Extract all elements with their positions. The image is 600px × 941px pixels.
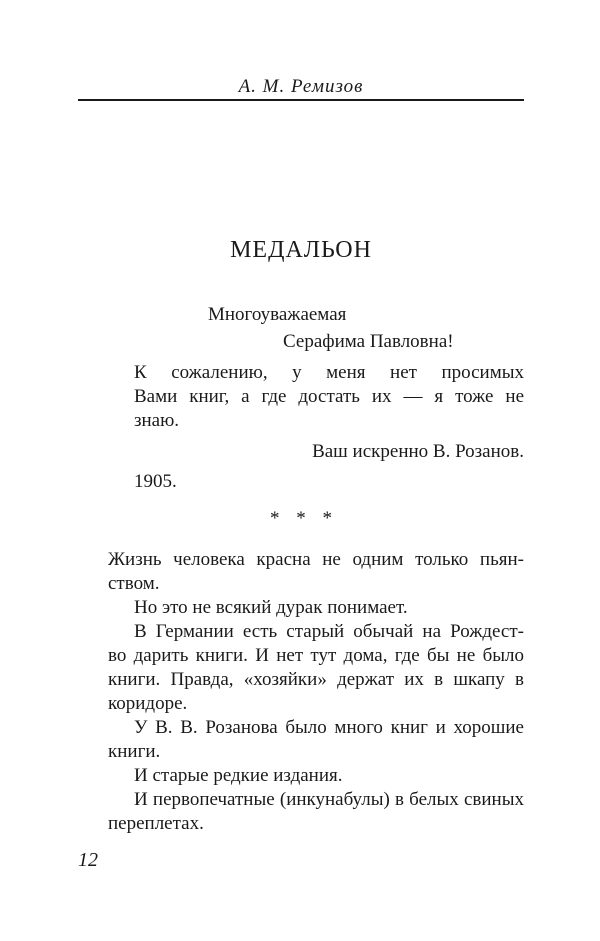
text-line: переплетах. bbox=[108, 813, 204, 834]
text-line: коридоре. bbox=[108, 693, 188, 714]
letter-body-line: знаю. bbox=[134, 410, 180, 431]
letter-salutation-line2: Серафима Павловна! bbox=[283, 331, 454, 352]
running-head: А. М. Ремизов bbox=[238, 76, 364, 97]
text-line: Жизнь человека красна не одним только пьян- bbox=[108, 549, 524, 570]
letter-year: 1905. bbox=[134, 471, 177, 492]
letter-signature: Ваш искренно В. Розанов. bbox=[312, 441, 524, 462]
page-number: 12 bbox=[78, 849, 98, 871]
section-separator: * * * bbox=[270, 508, 332, 529]
text-line: В Германии есть старый обычай на Рождест- bbox=[134, 621, 524, 642]
text-line: Но это не всякий дурак понимает. bbox=[134, 597, 408, 618]
header-rule bbox=[78, 99, 524, 101]
text-line: И первопечатные (инкунабулы) в белых свиных bbox=[134, 789, 524, 810]
letter-body-line: Вами книг, а где достать их — я тоже не bbox=[134, 386, 524, 407]
text-line: во дарить книги. И нет тут дома, где бы не было bbox=[108, 645, 524, 666]
text-line: ством. bbox=[108, 573, 160, 594]
letter-salutation-line1: Многоуважаемая bbox=[208, 304, 347, 325]
text-line: У В. В. Розанова было много книг и хорошие bbox=[134, 717, 524, 738]
text-line: И старые редкие издания. bbox=[134, 765, 343, 786]
text-line: книги. Правда, «хозяйки» держат их в шкапу в bbox=[108, 669, 524, 690]
text-line: книги. bbox=[108, 741, 161, 762]
chapter-title: МЕДАЛЬОН bbox=[230, 237, 372, 263]
letter-body-line: К сожалению, у меня нет просимых bbox=[134, 362, 524, 383]
